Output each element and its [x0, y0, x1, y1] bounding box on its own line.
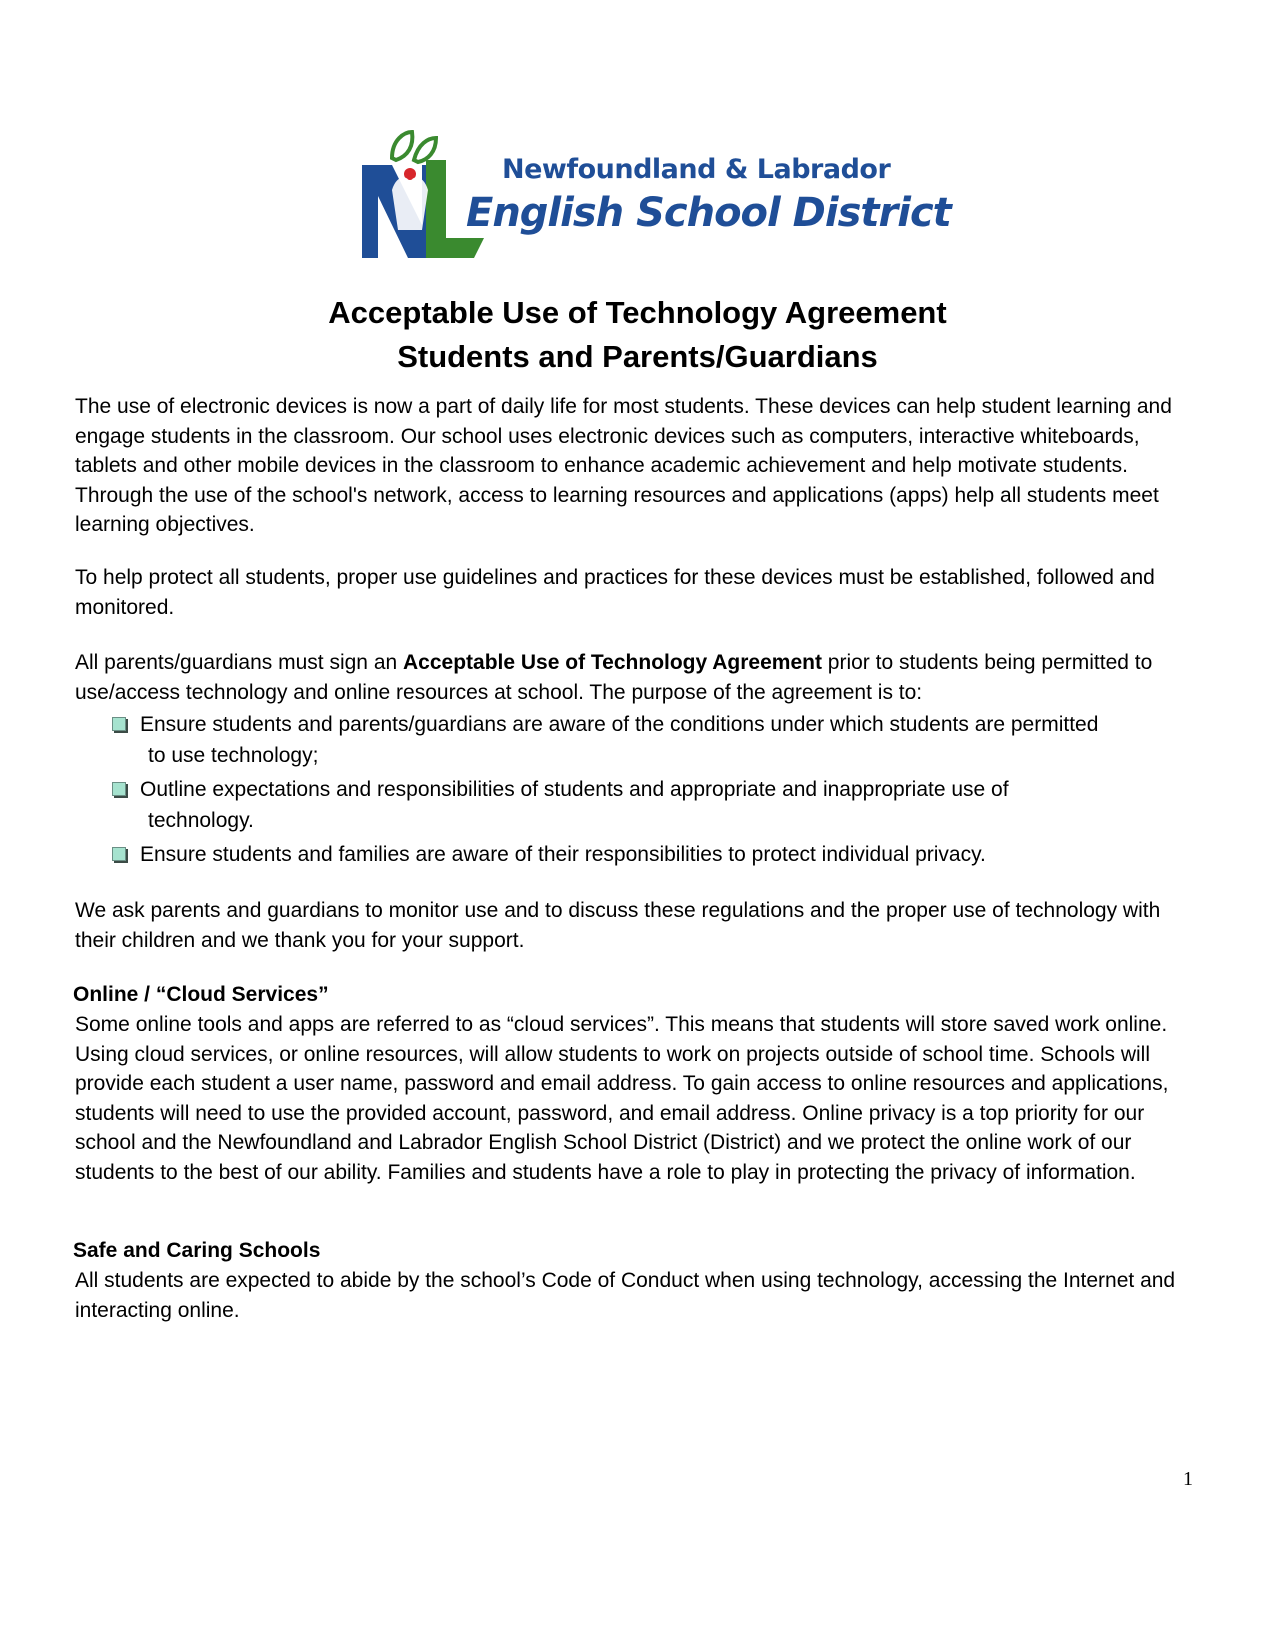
cloud-services-paragraph: Some online tools and apps are referred to as “cloud services”. This means that students will store saved work online. Using cloud services, or online resources, will allow students to work on projects outside of school time. Schools will provide each student a user name, password and email address. To gain access to online resources and applications, students will need to use the provided account, password, and email address. Online privacy is a top priority for our school and the Newfoundland and Labrador English School District (District) and we protect the online work of our students to the best of our ability. Families and students have a role to play in protecting the privacy of information. [75, 1013, 1169, 1184]
district-logo [362, 130, 951, 265]
p3-bold-term: Acceptable Use of Technology Agreement [403, 651, 822, 674]
logo-line-1: Newfoundland & Labrador [502, 154, 891, 185]
list-item [110, 774, 1200, 836]
intro-paragraph-1: The use of electronic devices is now a part of daily life for most students. These devices can help student learning and engage students in the classroom. Our school uses electronic devices such as computers, interactive whiteboards, tablets and other mobile devices in the classroom to enhance academic achievement and help motivate students. Through the use of the school's network, access to learning resources and applications (apps) help all students meet learning objectives. [75, 395, 1172, 536]
bullet-2-line-1: Outline expectations and responsibilities of students and appropriate and inappropriate use of [140, 778, 1009, 801]
p3-text-after: prior to students being permitted to use/access technology and online resources at school. The purpose of the agreement is to: [75, 651, 1153, 704]
square-bullet-icon [112, 847, 126, 861]
support-paragraph: We ask parents and guardians to monitor use and to discuss these regulations and the proper use of technology with their children and we thank you for your support. [75, 899, 1161, 952]
bullet-1-line-2: to use technology; [148, 744, 319, 767]
square-bullet-icon [112, 717, 126, 731]
list-item [110, 709, 1200, 771]
square-bullet-icon [112, 782, 126, 796]
document-title: Acceptable Use of Technology Agreement [328, 295, 947, 330]
safe-schools-heading: Safe and Caring Schools [73, 1239, 321, 1262]
bullet-2-line-2: technology. [148, 809, 254, 832]
intro-paragraph-2: To help protect all students, proper use guidelines and practices for these devices must be established, followed and monitored. [75, 566, 1155, 619]
intro-paragraph-3 [75, 648, 1205, 707]
bullet-3-text: Ensure students and families are aware of their responsibilities to protect individual privacy. [140, 843, 986, 866]
cloud-services-heading: Online / “Cloud Services” [73, 983, 329, 1006]
safe-schools-paragraph: All students are expected to abide by the school’s Code of Conduct when using technology, accessing the Internet and interacting online. [75, 1269, 1176, 1322]
purpose-list [110, 709, 1200, 873]
document-subtitle: Students and Parents/Guardians [397, 339, 878, 374]
p3-text-before: All parents/guardians must sign an [75, 651, 404, 674]
page-number: 1 [1183, 1468, 1193, 1490]
bullet-1-line-1: Ensure students and parents/guardians are aware of the conditions under which students are permitted [140, 713, 1099, 736]
logo-line-2: English School District [466, 190, 951, 236]
list-item [110, 839, 1200, 870]
